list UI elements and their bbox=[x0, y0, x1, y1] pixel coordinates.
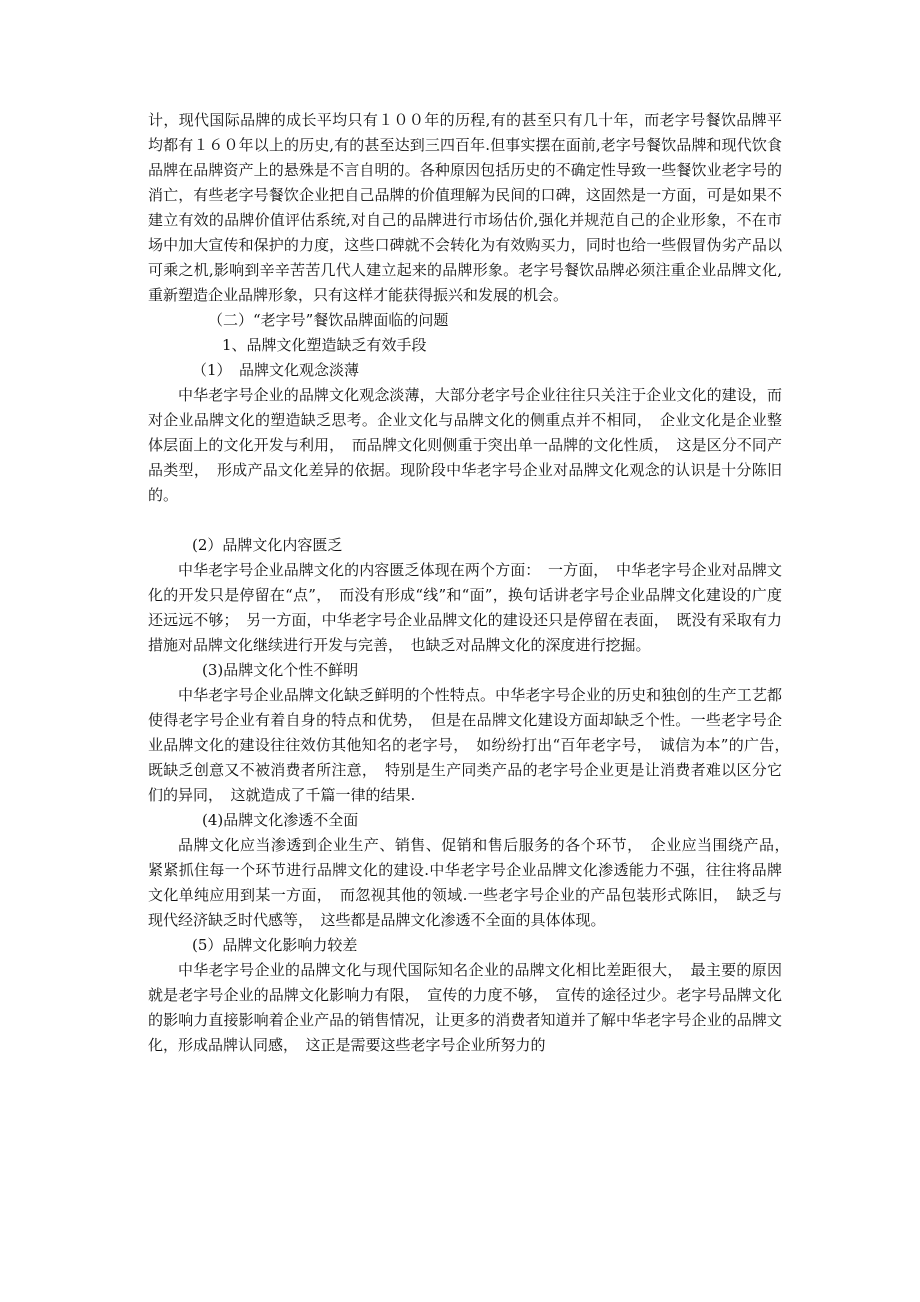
section-heading: （二）“老字号”餐饮品牌面临的问题 bbox=[208, 311, 449, 329]
item-heading: （1） 品牌文化观念淡薄 bbox=[192, 361, 360, 379]
body-paragraph: 中华老字号企业的品牌文化与现代国际知名企业的品牌文化相比差距很大， 最主要的原因就是老字号企业的品牌文化影响力有限， 宣传的力度不够， 宣传的途径过少。老字号品牌文化的影响力直接影响着企业产品的销售情况，让更多的消费者知道并了解中华老字号企业的品牌文化，形成品牌认同感， 这正是需要这些老字号企业所努力的 bbox=[148, 961, 782, 1054]
item-heading: (2）品牌文化内容匮乏 bbox=[192, 536, 343, 554]
item-heading: (3)品牌文化个性不鲜明 bbox=[202, 661, 359, 679]
item-heading: (5）品牌文化影响力较差 bbox=[192, 936, 358, 954]
subsection-heading: 1、品牌文化塑造缺乏有效手段 bbox=[222, 336, 427, 354]
body-paragraph: 中华老字号企业品牌文化的内容匮乏体现在两个方面： 一方面， 中华老字号企业对品牌文化的开发只是停留在“点”， 而没有形成“线”和“面”，换句话讲老字号企业品牌文化建设的广度还远远不够； 另一方面，中华老字号企业品牌文化的建设还只是停留在表面， 既没有采取有力措施对品牌文化继续进行开发与完善， 也缺乏对品牌文化的深度进行挖掘。 bbox=[148, 561, 782, 654]
document-page bbox=[148, 108, 798, 1058]
body-paragraph: 品牌文化应当渗透到企业生产、销售、促销和售后服务的各个环节， 企业应当围绕产品， 紧紧抓住每一个环节进行品牌文化的建设.中华老字号企业品牌文化渗透能力不强，往往将品牌文化单纯应用到某一方面， 而忽视其他的领域.一些老字号企业的产品包装形式陈旧， 缺乏与现代经济缺乏时代感等， 这些都是品牌文化渗透不全面的具体体现。 bbox=[148, 836, 798, 929]
body-paragraph: 中华老字号企业的品牌文化观念淡薄，大部分老字号企业往往只关注于企业文化的建设，而对企业品牌文化的塑造缺乏思考。企业文化与品牌文化的侧重点并不相同， 企业文化是企业整体层面上的文化开发与利用， 而品牌文化则侧重于突出单一品牌的文化性质， 这是区分不同产品类型， 形成产品文化差异的依据。现阶段中华老字号企业对品牌文化观念的认识是十分陈旧的。 bbox=[148, 386, 782, 504]
item-heading: (4)品牌文化渗透不全面 bbox=[202, 811, 359, 829]
body-paragraph: 计，现代国际品牌的成长平均只有１００年的历程,有的甚至只有几十年，而老字号餐饮品牌平均都有１６０年以上的历史,有的甚至达到三四百年.但事实摆在面前,老字号餐饮品牌和现代饮食品牌在品牌资产上的悬殊是不言自明的。各种原因包括历史的不确定性导致一些餐饮业老字号的消亡，有些老字号餐饮企业把自己品牌的价值理解为民间的口碑，这固然是一方面，可是如果不建立有效的品牌价值评估系统,对自己的品牌进行市场估价,强化并规范自己的企业形象，不在市场中加大宣传和保护的力度，这些口碑就不会转化为有效购买力，同时也给一些假冒伪劣产品以可乘之机,影响到辛辛苦苦几代人建立起来的品牌形象。老字号餐饮品牌必须注重企业品牌文化,重新塑造企业品牌形象，只有这样才能获得振兴和发展的机会。 bbox=[148, 111, 782, 304]
paragraph-spacer bbox=[148, 508, 782, 533]
body-paragraph: 中华老字号企业品牌文化缺乏鲜明的个性特点。中华老字号企业的历史和独创的生产工艺都使得老字号企业有着自身的特点和优势， 但是在品牌文化建设方面却缺乏个性。一些老字号企业品牌文化的建设往往效仿其他知名的老字号， 如纷纷打出“百年老字号， 诚信为本”的广告， 既缺乏创意又不被消费者所注意， 特别是生产同类产品的老字号企业更是让消费者难以区分它们的异同， 这就造成了千篇一律的结果. bbox=[148, 686, 798, 804]
